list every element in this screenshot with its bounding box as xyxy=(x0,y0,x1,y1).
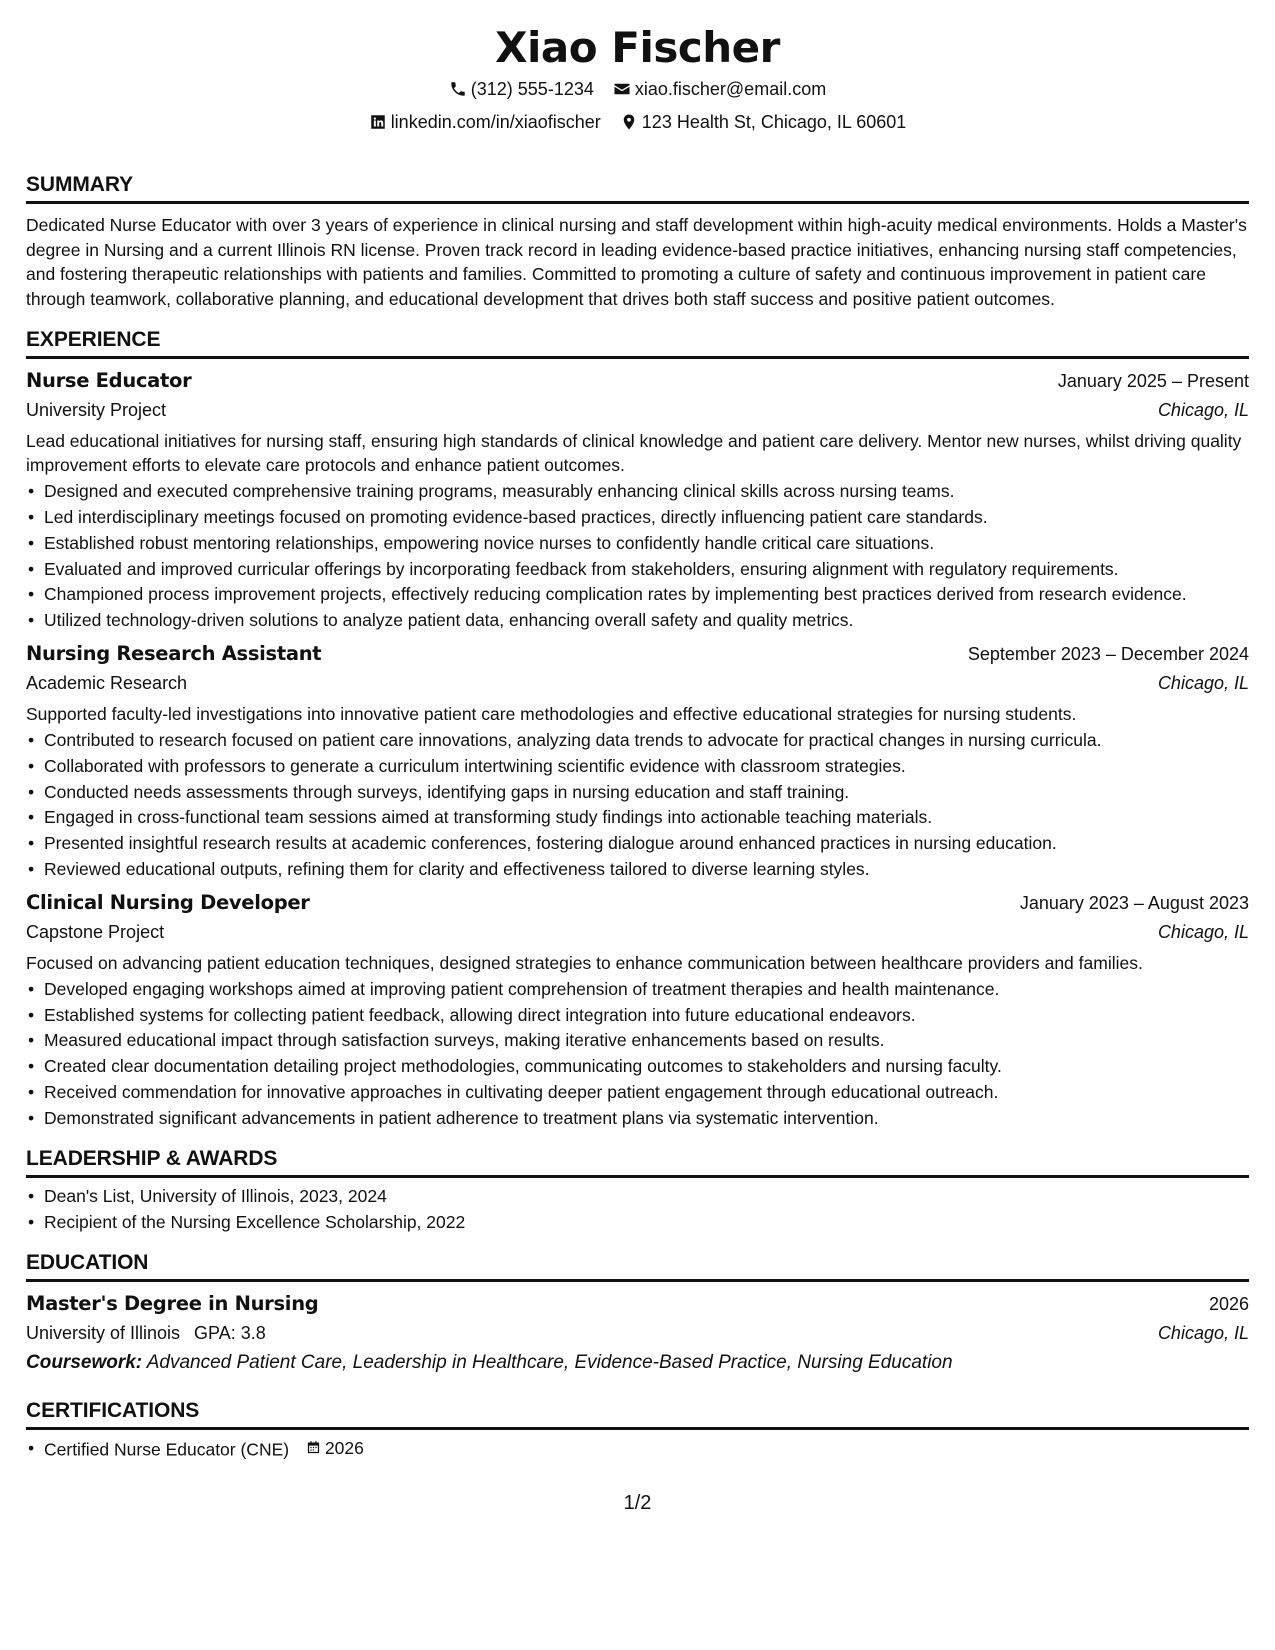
job-dates: September 2023 – December 2024 xyxy=(967,644,1249,665)
job-org-row xyxy=(26,917,1249,947)
job-bullets xyxy=(26,479,1249,632)
degree-year: 2026 xyxy=(1208,1293,1249,1314)
job-description: Supported faculty-led investigations into innovative patient care methodologies and effective educational strategies for nursing students. xyxy=(26,704,1077,725)
job-org: Academic Research xyxy=(26,673,188,694)
certification-year: 2026 xyxy=(324,1437,364,1458)
school-location: Chicago, IL xyxy=(1157,1322,1249,1343)
calendar-icon xyxy=(306,1440,321,1455)
list-item: • Reviewed educational outputs, refining them for clarity and effectiveness tailored to diverse learning styles. xyxy=(26,857,1249,881)
address-text: 123 Health St, Chicago, IL 60601 xyxy=(641,112,907,132)
experience-section xyxy=(26,327,1249,1129)
job-bullets xyxy=(26,728,1249,881)
list-item: • Utilized technology-driven solutions to analyze patient data, enhancing overall safety and quality metrics. xyxy=(26,608,1249,632)
linkedin-contact[interactable] xyxy=(369,107,601,137)
linkedin-icon xyxy=(369,113,387,131)
degree-row xyxy=(26,1290,1249,1318)
job-title: Nursing Research Assistant xyxy=(26,642,322,666)
summary-heading: SUMMARY xyxy=(26,172,1249,204)
list-item: • Designed and executed comprehensive training programs, measurably enhancing clinical skills across nursing teams. xyxy=(26,479,1249,503)
gpa: GPA: 3.8 xyxy=(194,1322,266,1343)
leadership-heading: LEADERSHIP & AWARDS xyxy=(26,1146,1249,1178)
job-title: Clinical Nursing Developer xyxy=(26,890,310,914)
page-number: 1/2 xyxy=(623,1492,652,1514)
list-item: • Measured educational impact through satisfaction surveys, making iterative enhancements based on results. xyxy=(26,1028,1249,1052)
contact-row-2 xyxy=(26,107,1249,140)
job-description: Focused on advancing patient education techniques, designed strategies to enhance communication between healthcare providers and families. xyxy=(26,952,1143,973)
list-item: • Established robust mentoring relationships, empowering novice nurses to confidently handle critical care situations. xyxy=(26,531,1249,555)
job-header xyxy=(26,640,1249,668)
job-bullets xyxy=(26,977,1249,1130)
coursework-line xyxy=(26,1348,1249,1378)
job-org: University Project xyxy=(26,400,167,421)
coursework-label: Coursework: xyxy=(26,1351,143,1373)
school-info xyxy=(26,1318,266,1348)
phone-text: (312) 555-1234 xyxy=(470,79,594,99)
phone-contact xyxy=(449,74,594,104)
list-item: • Presented insightful research results at academic conferences, fostering dialogue around enhanced practices in nursing education. xyxy=(26,831,1249,855)
certification-date xyxy=(306,1436,364,1460)
job-entry-1 xyxy=(26,367,1249,632)
job-entry-3 xyxy=(26,889,1249,1130)
school-name: University of Illinois xyxy=(26,1322,181,1343)
phone-icon xyxy=(449,80,467,98)
summary-text: Dedicated Nurse Educator with over 3 years of experience in clinical nursing and staff development within high-acuity medical environments. Holds a Master's degree in Nursing and a current Illinois RN license. Proven track record in leading evidence-based practice initiatives, enhancing nursing staff competencies, and fostering therapeutic relationships with patients and families. Committed to promoting a culture of safety and continuous improvement in patient care through teamwork, collaborative planning, and educational development that drives both staff success and positive patient outcomes. xyxy=(26,215,1247,309)
certifications-list xyxy=(26,1436,1249,1462)
email-contact[interactable] xyxy=(613,74,826,104)
map-pin-icon xyxy=(620,113,638,131)
list-item: • Led interdisciplinary meetings focused on promoting evidence-based practices, directly influencing patient care standards. xyxy=(26,505,1249,529)
email-link[interactable]: xiao.fischer@email.com xyxy=(634,79,827,99)
list-item: • Developed engaging workshops aimed at improving patient comprehension of treatment therapies and health maintenance. xyxy=(26,977,1249,1001)
job-entry-2 xyxy=(26,640,1249,881)
list-item: • Dean's List, University of Illinois, 2023, 2024 xyxy=(26,1184,1249,1208)
linkedin-link[interactable]: linkedin.com/in/xiaofischer xyxy=(390,112,601,132)
candidate-name: Xiao Fischer xyxy=(495,23,780,72)
job-org-row xyxy=(26,668,1249,698)
list-item: • Demonstrated significant advancements in patient adherence to treatment plans via systematic intervention. xyxy=(26,1106,1249,1130)
list-item: • Recipient of the Nursing Excellence Scholarship, 2022 xyxy=(26,1210,1249,1234)
coursework-list: Advanced Patient Care, Leadership in Healthcare, Evidence-Based Practice, Nursing Education xyxy=(146,1351,953,1373)
list-item: • Created clear documentation detailing project methodologies, communicating outcomes to stakeholders and nursing faculty. xyxy=(26,1054,1249,1078)
education-heading: EDUCATION xyxy=(26,1250,1249,1282)
job-description: Lead educational initiatives for nursing staff, ensuring high standards of clinical knowledge and patient care delivery. Mentor new nurses, whilst driving quality improvement efforts to elevate care protocols and enhance patient outcomes. xyxy=(26,431,1242,476)
education-section xyxy=(26,1250,1249,1378)
list-item: • Engaged in cross-functional team sessions aimed at transforming study findings into actionable teaching materials. xyxy=(26,805,1249,829)
job-org-row xyxy=(26,395,1249,425)
list-item: • Conducted needs assessments through surveys, identifying gaps in nursing education and staff training. xyxy=(26,780,1249,804)
job-org: Capstone Project xyxy=(26,921,165,942)
leadership-section xyxy=(26,1146,1249,1234)
job-header xyxy=(26,889,1249,917)
list-item: • Established systems for collecting patient feedback, allowing direct integration into future educational endeavors. xyxy=(26,1003,1249,1027)
school-row xyxy=(26,1318,1249,1348)
list-item xyxy=(26,1436,1249,1462)
certifications-heading: CERTIFICATIONS xyxy=(26,1398,1249,1430)
experience-heading: EXPERIENCE xyxy=(26,327,1249,359)
contact-row-1 xyxy=(26,74,1249,107)
list-item: • Received commendation for innovative approaches in cultivating deeper patient engagement through educational outreach. xyxy=(26,1080,1249,1104)
list-item: • Evaluated and improved curricular offerings by incorporating feedback from stakeholders, ensuring alignment with regulatory requirements. xyxy=(26,557,1249,581)
list-item: • Contributed to research focused on patient care innovations, analyzing data trends to advocate for practical changes in nursing curricula. xyxy=(26,728,1249,752)
job-title: Nurse Educator xyxy=(26,369,192,393)
leadership-list xyxy=(26,1184,1249,1234)
job-dates: January 2023 – August 2023 xyxy=(1019,892,1249,913)
job-location: Chicago, IL xyxy=(1157,673,1249,694)
envelope-icon xyxy=(613,80,631,98)
list-item: • Championed process improvement projects, effectively reducing complication rates by implementing best practices derived from research evidence. xyxy=(26,582,1249,606)
certification-name: Certified Nurse Educator (CNE) xyxy=(44,1439,290,1460)
degree-title: Master's Degree in Nursing xyxy=(26,1291,319,1315)
job-location: Chicago, IL xyxy=(1157,400,1249,421)
list-item: • Collaborated with professors to generate a curriculum intertwining scientific evidence with classroom strategies. xyxy=(26,754,1249,778)
job-dates: January 2025 – Present xyxy=(1057,371,1249,392)
job-location: Chicago, IL xyxy=(1157,921,1249,942)
certifications-section xyxy=(26,1398,1249,1462)
job-header xyxy=(26,367,1249,395)
address-contact xyxy=(620,107,907,137)
